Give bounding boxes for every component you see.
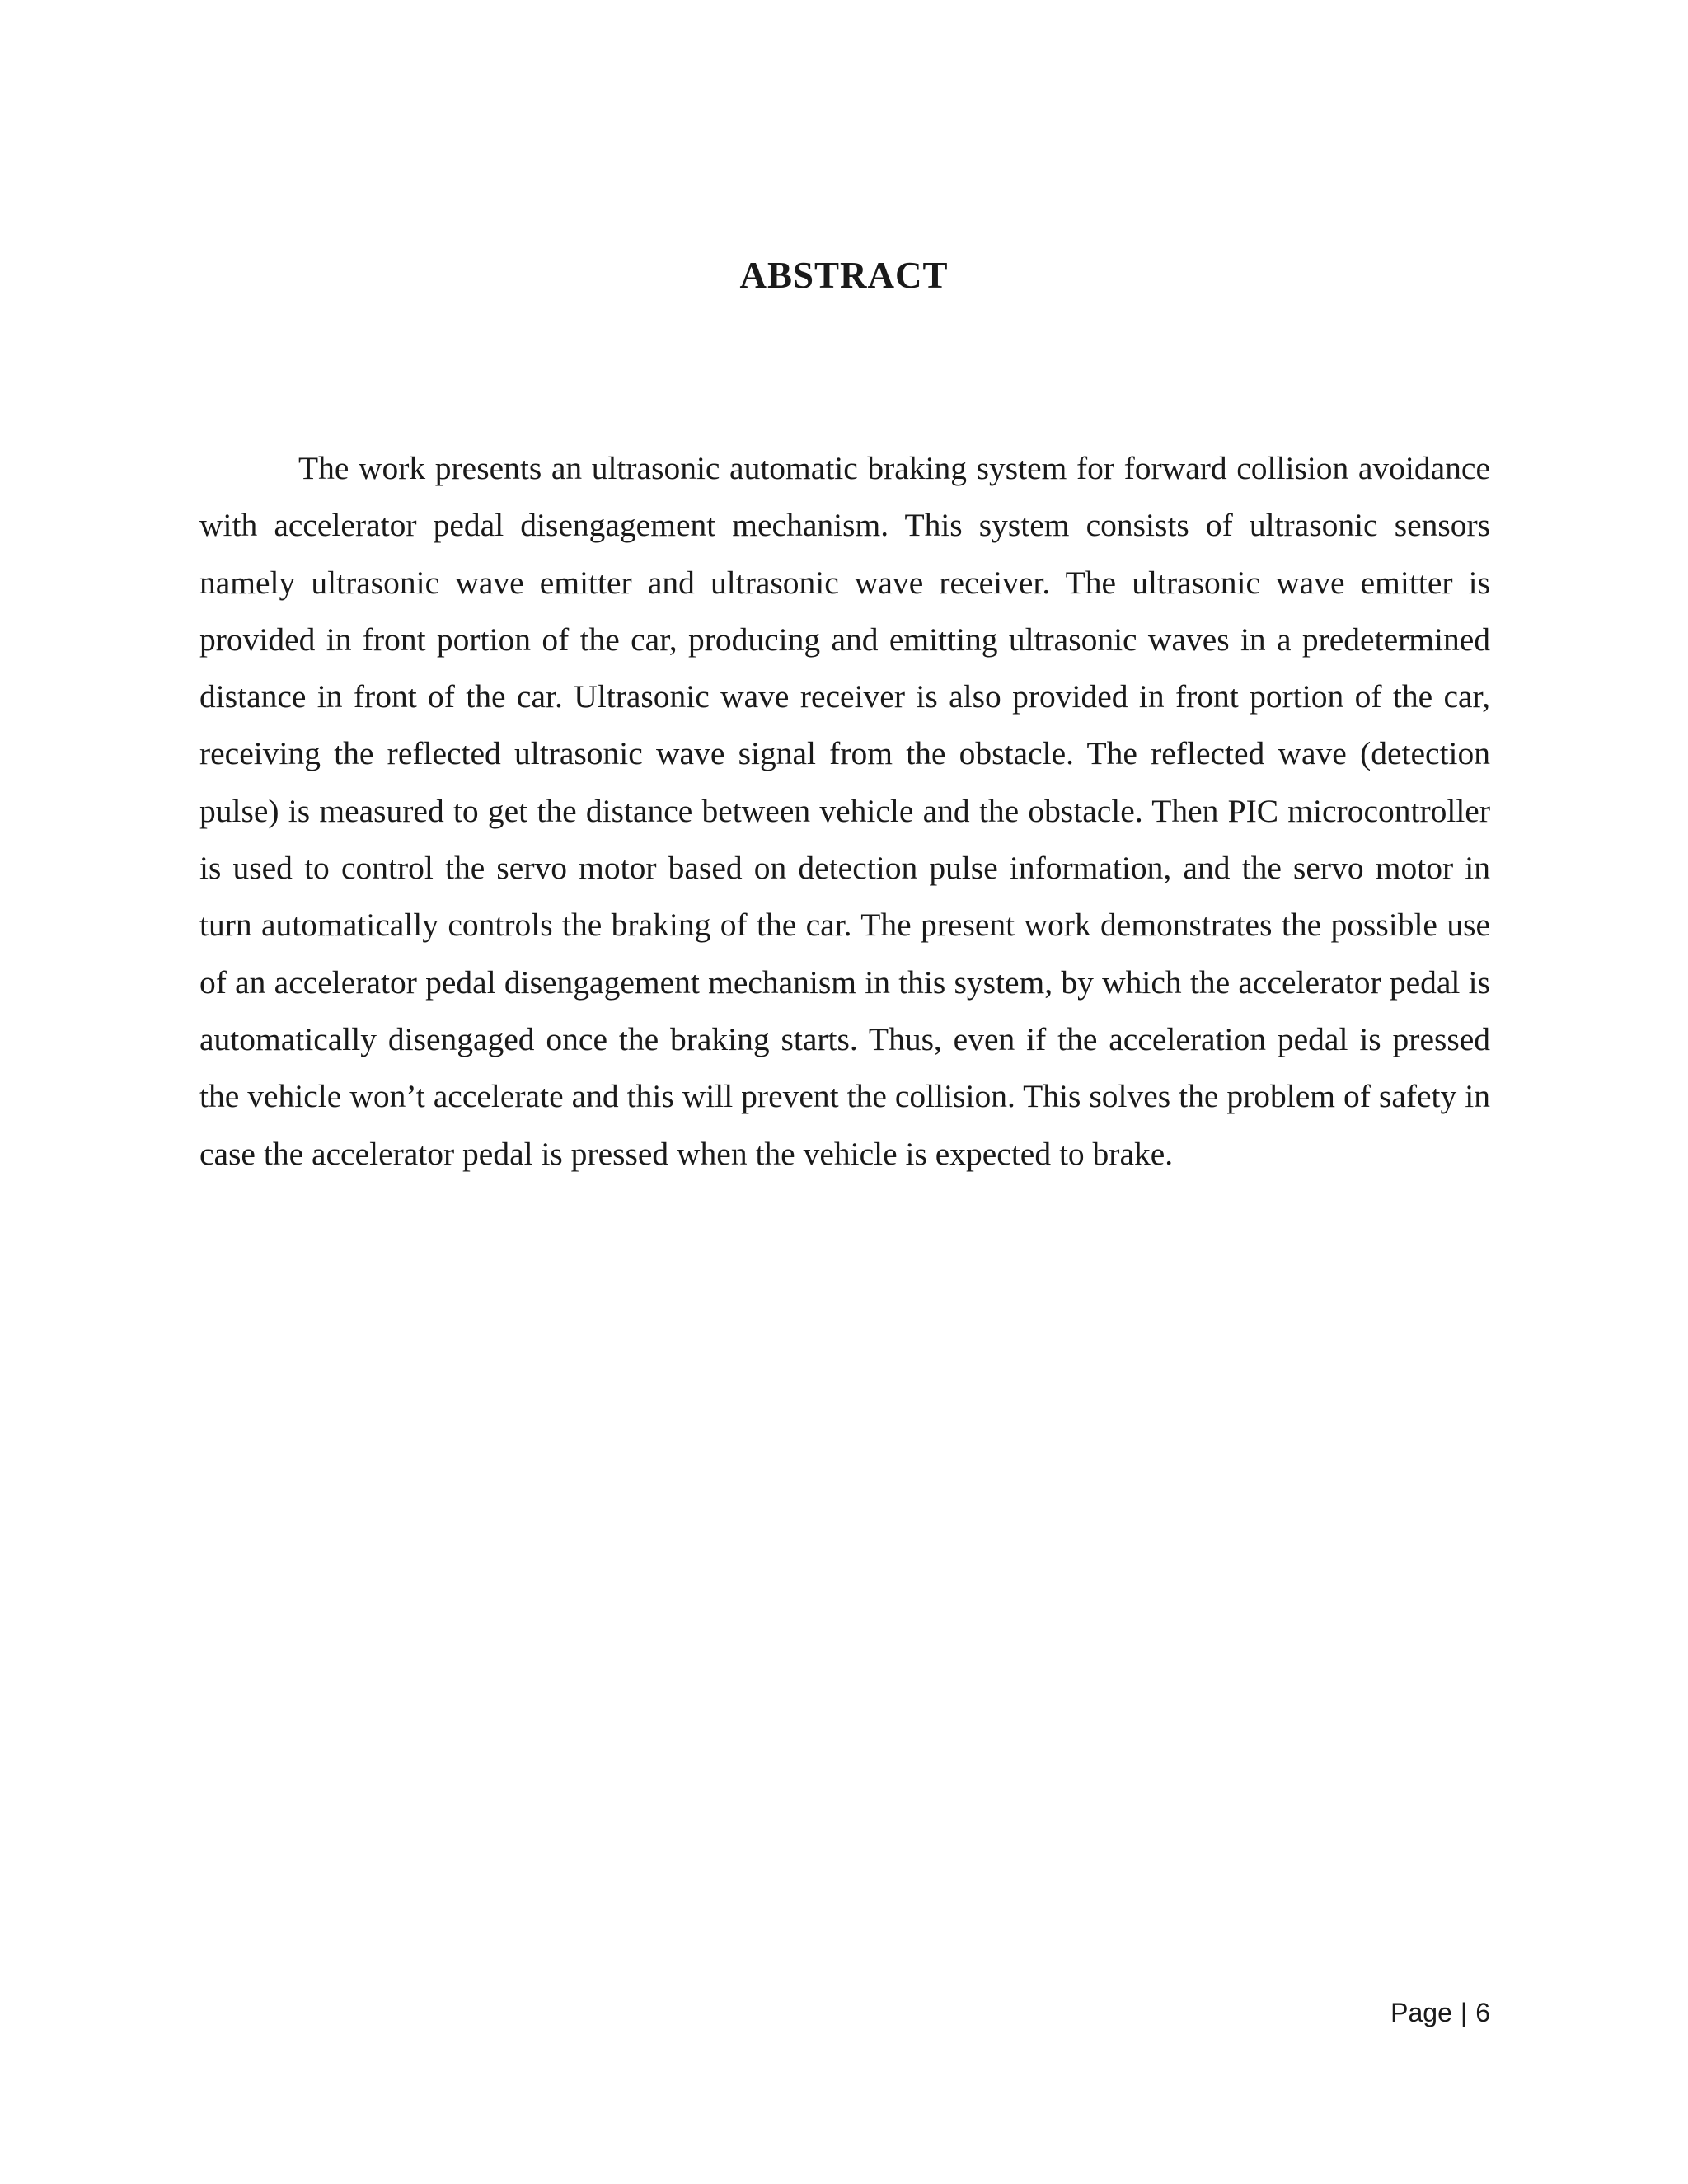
abstract-paragraph: The work presents an ultrasonic automatic braking system for forward collision avoidance with accelerator pedal disengagement mechanism. This system consists of ultrasonic sensors namely ultrasonic wave emitter and ultrasonic wave receiver. The ultrasonic wave emitter is provided in front portion of the car, producing and emitting ultrasonic waves in a predetermined distance in front of the car. Ultrasonic wave receiver is also provided in front portion of the car, receiving the reflected ultrasonic wave signal from the obstacle. The reflected wave (detection pulse) is measured to get the distance between vehicle and the obstacle. Then PIC microcontroller is used to control the servo motor based on detection pulse information, and the servo motor in turn automatically controls the braking of the car. The present work demonstrates the possible use of an accelerator pedal disengagement mechanism in this system, by which the accelerator pedal is automatically disengaged once the braking starts. Thus, even if the acceleration pedal is pressed the vehicle won’t accelerate and this will prevent the collision. This solves the problem of safety in case the accelerator pedal is pressed when the vehicle is expected to brake. [199, 450, 1490, 1172]
page-footer [1390, 1998, 1490, 2028]
page-number: 6 [1475, 1998, 1490, 2027]
page-label: Page [1390, 1998, 1452, 2027]
abstract-title: ABSTRACT [739, 255, 949, 296]
page-separator: | [1460, 1998, 1468, 2027]
